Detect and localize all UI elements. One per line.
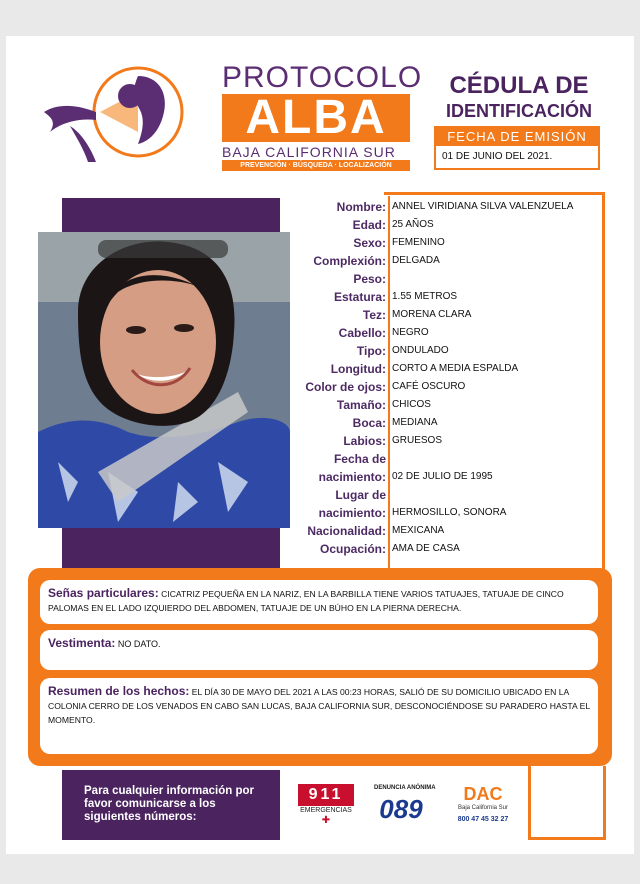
value-sexo: FEMENINO bbox=[392, 237, 445, 248]
label-fecha-de: Fecha de bbox=[333, 452, 386, 466]
label-labios: Labios: bbox=[343, 434, 386, 448]
value-longitud: CORTO A MEDIA ESPALDA bbox=[392, 363, 519, 374]
value-lugar-nacimiento: HERMOSILLO, SONORA bbox=[392, 507, 507, 518]
label-nacionalidad: Nacionalidad: bbox=[307, 524, 386, 538]
label-tamano: Tamaño: bbox=[336, 398, 386, 412]
protocolo-title: PROTOCOLO bbox=[222, 61, 423, 94]
label-tipo: Tipo: bbox=[356, 344, 386, 358]
logo-911 bbox=[298, 784, 354, 830]
label-edad: Edad: bbox=[352, 218, 386, 232]
dac-phone: 800 47 45 32 27 bbox=[457, 816, 509, 823]
resumen-box bbox=[40, 678, 598, 754]
value-estatura: 1.55 METROS bbox=[392, 291, 458, 302]
fecha-emision-box bbox=[434, 126, 600, 170]
dac-sub: Baja California Sur bbox=[457, 805, 509, 811]
alba-title: ALBA bbox=[245, 91, 387, 144]
resumen-label: Resumen de los hechos: bbox=[48, 684, 190, 698]
senas-text: CICATRIZ PEQUEÑA EN LA NARIZ, EN LA BARBILLA TIENE VARIOS TATUAJES, TATUAJE DE CINCO PALOMAS EN EL LADO IZQUIERDO DEL ABDOMEN, TATUAJE DE UN BÚHO EN LA PIERNA DERECHA. bbox=[48, 589, 564, 613]
vestimenta-label: Vestimenta: bbox=[48, 636, 116, 650]
denuncia-label: DENUNCIA ANÓNIMA bbox=[374, 785, 436, 791]
fields-divider bbox=[388, 196, 390, 568]
value-fecha-de bbox=[392, 450, 598, 468]
value-complexion: DELGADA bbox=[392, 255, 440, 266]
field-labels bbox=[280, 198, 386, 558]
value-peso bbox=[392, 270, 598, 288]
logo-dac bbox=[448, 784, 518, 830]
value-labios: GRUESOS bbox=[392, 435, 443, 446]
logo-911-number: 911 bbox=[298, 784, 354, 806]
region-title: BAJA CALIFORNIA SUR bbox=[222, 144, 396, 160]
tagline: PREVENCIÓN · BÚSQUEDA · LOCALIZACIÓN bbox=[240, 162, 392, 169]
cross-icon: ✚ bbox=[321, 815, 331, 826]
fecha-emision-value: 01 DE JUNIO DEL 2021. bbox=[442, 151, 553, 162]
label-color-ojos: Color de ojos: bbox=[305, 380, 386, 394]
label-lugar-de: Lugar de bbox=[335, 488, 386, 502]
value-tamano: CHICOS bbox=[392, 399, 431, 410]
vestimenta-box bbox=[40, 630, 598, 670]
value-cabello: NEGRO bbox=[392, 327, 429, 338]
logo-089 bbox=[374, 784, 436, 830]
label-lugar-nacimiento: nacimiento: bbox=[318, 506, 386, 520]
field-values bbox=[392, 198, 598, 558]
value-tez: MORENA CLARA bbox=[392, 309, 472, 320]
label-complexion: Complexión: bbox=[313, 254, 386, 268]
footer-orange-frame bbox=[528, 766, 606, 840]
value-boca: MEDIANA bbox=[392, 417, 438, 428]
tagline-bar bbox=[222, 160, 410, 171]
value-ocupacion: AMA DE CASA bbox=[392, 543, 460, 554]
vestimenta-text: NO DATO. bbox=[117, 639, 161, 649]
label-estatura: Estatura: bbox=[333, 290, 386, 304]
denuncia-number: 089 bbox=[379, 794, 423, 824]
missing-person-photo bbox=[38, 232, 290, 528]
value-lugar-de bbox=[392, 486, 598, 504]
identificacion-title: IDENTIFICACIÓN bbox=[446, 101, 592, 121]
label-boca: Boca: bbox=[352, 416, 386, 430]
label-peso: Peso: bbox=[353, 272, 386, 286]
value-tipo: ONDULADO bbox=[392, 345, 449, 356]
cedula-title: CÉDULA DE bbox=[449, 72, 589, 99]
value-nacionalidad: MEXICANA bbox=[392, 525, 445, 536]
fecha-emision-label: FECHA DE EMISIÓN bbox=[436, 128, 598, 146]
contact-banner bbox=[62, 770, 280, 840]
value-color-ojos: CAFÉ OSCURO bbox=[392, 381, 466, 392]
value-edad: 25 AÑOS bbox=[392, 219, 434, 230]
resumen-text: EL DÍA 30 DE MAYO DEL 2021 A LAS 00:23 HORAS, SALIÓ DE SU DOMICILIO UBICADO EN LA COLONIA CERRO DE LOS VENADOS EN CABO SAN LUCAS, BAJA CALIFORNIA SUR, DESCONOCIÉNDOSE SU PARADERO HASTA EL MOMENTO. bbox=[48, 687, 590, 725]
label-longitud: Longitud: bbox=[330, 362, 386, 376]
logo-911-text: EMERGENCIAS bbox=[300, 807, 352, 814]
alba-emblem bbox=[40, 62, 200, 172]
value-fecha-nacimiento: 02 DE JULIO DE 1995 bbox=[392, 471, 493, 482]
senas-box bbox=[40, 580, 598, 624]
label-ocupacion: Ocupación: bbox=[319, 542, 386, 556]
alba-banner bbox=[222, 91, 410, 144]
label-cabello: Cabello: bbox=[338, 326, 386, 340]
value-nombre: ANNEL VIRIDIANA SILVA VALENZUELA bbox=[392, 201, 574, 212]
label-tez: Tez: bbox=[362, 308, 386, 322]
label-sexo: Sexo: bbox=[353, 236, 386, 250]
label-nombre: Nombre: bbox=[336, 200, 386, 214]
senas-label: Señas particulares: bbox=[48, 586, 159, 600]
dac-name: DAC bbox=[463, 784, 503, 804]
contact-text: Para cualquier información por favor comunicarse a los siguientes números: bbox=[84, 785, 254, 823]
label-fecha-nacimiento: nacimiento: bbox=[318, 470, 386, 484]
